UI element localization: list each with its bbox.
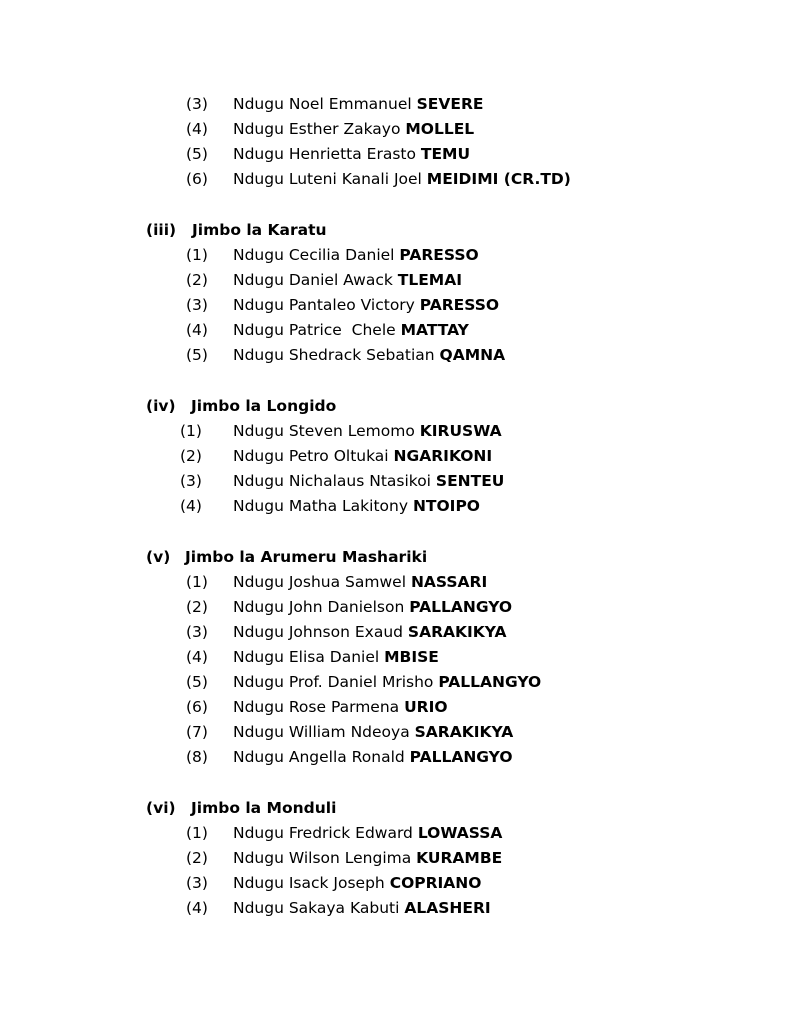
candidate-name [233, 595, 512, 620]
given-names: Ndugu Matha Lakitony [233, 497, 413, 515]
candidate-name [233, 896, 491, 921]
candidate-name [233, 821, 502, 846]
section-longido [0, 394, 791, 519]
section-heading [0, 545, 791, 570]
section-monduli [0, 796, 791, 921]
list-item [0, 871, 791, 896]
surname: QAMNA [439, 346, 506, 364]
candidate-name [233, 846, 502, 871]
list-item [0, 293, 791, 318]
item-number: (2) [186, 849, 208, 867]
surname: MEIDIMI (CR.TD) [426, 170, 571, 188]
list-item [0, 92, 791, 117]
item-number: (1) [186, 824, 208, 842]
surname: KURAMBE [416, 849, 503, 867]
item-number: (6) [186, 698, 208, 716]
given-names: Ndugu Daniel Awack [233, 271, 398, 289]
list-item [0, 720, 791, 745]
list-item [0, 570, 791, 595]
surname: PALLANGYO [438, 673, 542, 691]
given-names: Ndugu Noel Emmanuel [233, 95, 417, 113]
list-item [0, 745, 791, 770]
given-names: Ndugu Nichalaus Ntasikoi [233, 472, 436, 490]
given-names: Ndugu Rose Parmena [233, 698, 405, 716]
section-arumeru-mashariki [0, 545, 791, 770]
candidate-name [233, 620, 507, 645]
surname: TEMU [420, 145, 471, 163]
list-item [0, 343, 791, 368]
item-number: (3) [186, 623, 208, 641]
candidate-name [233, 419, 502, 444]
item-number: (2) [186, 598, 208, 616]
section-number: (iv) [146, 397, 176, 415]
surname: PARESSO [399, 246, 479, 264]
candidate-name [233, 142, 470, 167]
given-names: Ndugu Angella Ronald [233, 748, 410, 766]
surname: ALASHERI [404, 899, 491, 917]
list-item [0, 142, 791, 167]
given-names: Ndugu Johnson Exaud [233, 623, 408, 641]
candidate-name [233, 745, 513, 770]
item-number: (2) [186, 271, 208, 289]
given-names: Ndugu Shedrack Sebatian [233, 346, 440, 364]
surname: SARAKIKYA [414, 723, 514, 741]
item-number: (3) [186, 95, 208, 113]
given-names: Ndugu Cecilia Daniel [233, 246, 400, 264]
section-heading [0, 796, 791, 821]
candidate-name [233, 670, 541, 695]
item-number: (5) [186, 346, 208, 364]
candidate-name [233, 243, 479, 268]
item-number: (1) [186, 573, 208, 591]
candidate-name [233, 343, 505, 368]
given-names: Ndugu William Ndeoya [233, 723, 415, 741]
surname: SARAKIKYA [407, 623, 507, 641]
given-names: Ndugu Pantaleo Victory [233, 296, 420, 314]
candidate-name [233, 695, 448, 720]
item-number: (3) [186, 874, 208, 892]
list-item [0, 670, 791, 695]
given-names: Ndugu Isack Joseph [233, 874, 390, 892]
surname: URIO [404, 698, 448, 716]
given-names: Ndugu Prof. Daniel Mrisho [233, 673, 439, 691]
candidate-name [233, 871, 481, 896]
item-number: (1) [180, 422, 202, 440]
surname: NGARIKONI [393, 447, 493, 465]
given-names: Ndugu John Danielson [233, 598, 410, 616]
given-names: Ndugu Sakaya Kabuti [233, 899, 405, 917]
item-number: (4) [180, 497, 202, 515]
item-number: (8) [186, 748, 208, 766]
section-number: (vi) [146, 799, 176, 817]
list-item [0, 117, 791, 142]
section-number: (v) [146, 548, 171, 566]
item-number: (5) [186, 145, 208, 163]
candidate-name [233, 444, 492, 469]
given-names: Ndugu Steven Lemomo [233, 422, 420, 440]
surname: PALLANGYO [409, 748, 513, 766]
candidate-name [233, 268, 462, 293]
candidate-name [233, 318, 469, 343]
surname: NASSARI [410, 573, 488, 591]
section-heading [0, 218, 791, 243]
given-names: Ndugu Luteni Kanali Joel [233, 170, 427, 188]
list-item [0, 268, 791, 293]
candidate-name [233, 720, 513, 745]
section-number: (iii) [146, 221, 177, 239]
list-item [0, 167, 791, 192]
surname: MOLLEL [405, 120, 475, 138]
list-item [0, 318, 791, 343]
surname: PARESSO [419, 296, 500, 314]
item-number: (4) [186, 321, 208, 339]
item-number: (4) [186, 120, 208, 138]
item-number: (7) [186, 723, 208, 741]
given-names: Ndugu Patrice Chele [233, 321, 401, 339]
candidate-name [233, 92, 483, 117]
section-title: Jimbo la Longido [191, 397, 337, 415]
list-item [0, 595, 791, 620]
surname: COPRIANO [389, 874, 482, 892]
list-item [0, 419, 791, 444]
list-item [0, 444, 791, 469]
item-number: (5) [186, 673, 208, 691]
surname: LOWASSA [417, 824, 503, 842]
list-item [0, 846, 791, 871]
given-names: Ndugu Joshua Samwel [233, 573, 411, 591]
surname: TLEMAI [397, 271, 462, 289]
section-title: Jimbo la Arumeru Mashariki [185, 548, 428, 566]
item-number: (2) [180, 447, 202, 465]
item-number: (1) [186, 246, 208, 264]
item-number: (6) [186, 170, 208, 188]
section-title: Jimbo la Monduli [191, 799, 337, 817]
given-names: Ndugu Fredrick Edward [233, 824, 418, 842]
surname: MATTAY [400, 321, 469, 339]
surname: MBISE [384, 648, 439, 666]
surname: PALLANGYO [409, 598, 513, 616]
given-names: Ndugu Henrietta Erasto [233, 145, 421, 163]
item-number: (3) [180, 472, 202, 490]
list-item [0, 620, 791, 645]
list-item [0, 695, 791, 720]
candidate-name [233, 645, 439, 670]
section-title: Jimbo la Karatu [192, 221, 327, 239]
candidate-name [233, 494, 480, 519]
list-item [0, 469, 791, 494]
section-karatu [0, 218, 791, 368]
candidate-name [233, 117, 474, 142]
given-names: Ndugu Elisa Daniel [233, 648, 385, 666]
surname: KIRUSWA [419, 422, 502, 440]
surname: NTOIPO [412, 497, 480, 515]
list-item [0, 494, 791, 519]
candidate-name [233, 469, 504, 494]
candidate-name [233, 167, 571, 192]
given-names: Ndugu Wilson Lengima [233, 849, 417, 867]
list-item [0, 896, 791, 921]
item-number: (4) [186, 899, 208, 917]
candidate-name [233, 570, 487, 595]
item-number: (4) [186, 648, 208, 666]
list-item [0, 821, 791, 846]
list-item [0, 243, 791, 268]
given-names: Ndugu Petro Oltukai [233, 447, 394, 465]
list-item [0, 645, 791, 670]
item-number: (3) [186, 296, 208, 314]
section-continued [0, 92, 791, 192]
section-heading [0, 394, 791, 419]
candidate-name [233, 293, 499, 318]
given-names: Ndugu Esther Zakayo [233, 120, 406, 138]
surname: SEVERE [416, 95, 484, 113]
surname: SENTEU [435, 472, 505, 490]
